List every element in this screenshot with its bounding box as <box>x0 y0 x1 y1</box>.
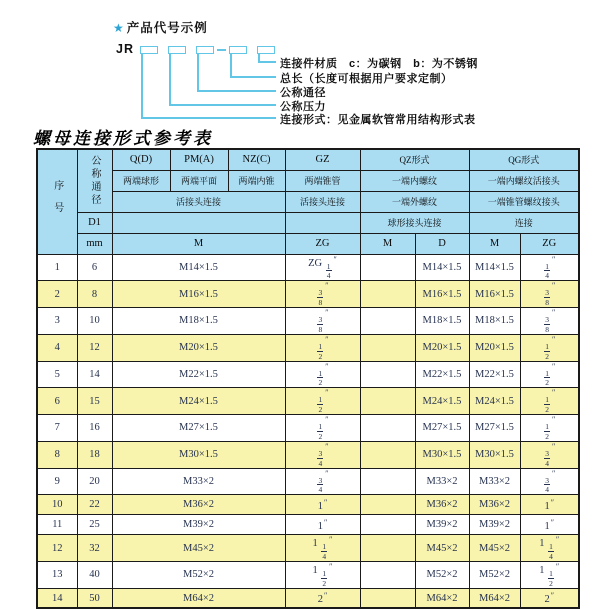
inch-mark: ″ <box>323 497 328 507</box>
header-union-gz: 活接头连接 <box>285 191 360 212</box>
table-cell <box>360 515 415 535</box>
inch-mark: ″ <box>551 415 556 424</box>
table-cell: 32 <box>77 535 112 562</box>
header-form-qz: QZ形式 <box>360 149 469 170</box>
header-qz-ext: 一端外螺纹 <box>360 191 469 212</box>
table-cell <box>520 388 579 415</box>
table-row <box>37 281 579 308</box>
table-cell: 11 <box>37 515 77 535</box>
table-cell: 2 <box>37 281 77 308</box>
header-qz-ball: 球形接头连接 <box>360 212 469 233</box>
inch-mark: ″ <box>551 468 556 478</box>
table-cell: M16×1.5 <box>469 281 520 308</box>
header-sub-qd: 两端球形 <box>112 170 170 191</box>
fraction: $\frac{3}{8}$ <box>318 315 323 334</box>
header-seq: 序号 <box>37 149 77 254</box>
table-row <box>37 388 579 415</box>
table-cell: 14 <box>77 361 112 388</box>
table-cell: M24×1.5 <box>469 388 520 415</box>
table-cell: M22×1.5 <box>112 361 285 388</box>
table-cell: M52×2 <box>469 562 520 589</box>
table-cell: 1″ <box>285 495 360 515</box>
header-qg-conn: 连接 <box>469 212 579 233</box>
header-unit-qz-d: D <box>415 233 469 254</box>
inch-mark: ″ <box>551 361 556 371</box>
table-row <box>37 415 579 442</box>
table-cell: M20×1.5 <box>469 334 520 361</box>
fraction: $\frac{1}{2}$ <box>318 395 323 415</box>
inch-mark: ″ <box>551 388 556 398</box>
diagram-label-diameter: 公称通径 <box>280 87 326 99</box>
inch-mark: ″ <box>325 308 329 317</box>
table-cell: 12 <box>37 535 77 562</box>
table-cell: M36×2 <box>112 495 285 515</box>
table-cell: 1 $\frac{1}{4}$ ″ <box>520 535 579 562</box>
inch-mark: ″ <box>325 441 329 451</box>
header-sub-nzc: 两端内锥 <box>228 170 285 191</box>
table-cell <box>360 495 415 515</box>
table-cell <box>360 361 415 388</box>
table-cell: M39×2 <box>112 515 285 535</box>
table-cell: 1 $\frac{1}{2}$ ″ <box>285 562 360 589</box>
table-cell: 8 <box>77 281 112 308</box>
table-cell: 1 $\frac{1}{2}$ ″ <box>520 562 579 589</box>
table-cell: M18×1.5 <box>112 308 285 335</box>
inch-mark: ″ <box>325 281 329 291</box>
table-row <box>37 334 579 361</box>
table-cell <box>520 441 579 468</box>
table-cell: 5 <box>37 361 77 388</box>
inch-mark: ″ <box>551 441 556 451</box>
table-cell: M30×1.5 <box>469 441 520 468</box>
header-form-gz: GZ <box>285 149 360 170</box>
inch-mark: ″ <box>550 497 555 507</box>
table-cell: M33×2 <box>415 468 469 495</box>
header-unit-qg-m: M <box>469 233 520 254</box>
table-cell: M33×2 <box>112 468 285 495</box>
header-form-nzc: NZ(C) <box>228 149 285 170</box>
header-dn: 公称通径 <box>77 149 112 212</box>
table-row <box>37 495 579 515</box>
table-cell: 50 <box>77 588 112 608</box>
table-cell: M45×2 <box>469 535 520 562</box>
header-unit-mm: mm <box>77 233 112 254</box>
diagram-label-material: 连接件材质 c：为碳钢 b：为不锈钢 <box>280 58 478 70</box>
code-dash <box>217 49 226 51</box>
table-cell: 1″ <box>520 515 579 535</box>
fraction: $\frac{3}{8}$ <box>545 288 549 308</box>
fraction: $\frac{1}{2}$ <box>545 395 549 415</box>
table-row <box>37 515 579 535</box>
table-cell <box>520 254 579 281</box>
diagram-label-length: 总长（长度可根据用户要求定制） <box>280 73 453 85</box>
connector-line <box>258 54 276 63</box>
table-cell <box>360 281 415 308</box>
star-icon: ★ <box>113 21 125 35</box>
table-cell: M20×1.5 <box>112 334 285 361</box>
table-cell: M36×2 <box>469 495 520 515</box>
table-cell <box>360 441 415 468</box>
inch-mark: ″ <box>329 535 333 545</box>
table-cell: M14×1.5 <box>415 254 469 281</box>
table-cell <box>360 308 415 335</box>
inch-mark: ″ <box>333 254 337 264</box>
table-cell: 4 <box>37 334 77 361</box>
table-cell <box>520 281 579 308</box>
table-cell <box>285 388 360 415</box>
table-cell: M22×1.5 <box>469 361 520 388</box>
inch-mark: ″ <box>325 334 329 344</box>
inch-mark: ″ <box>325 361 329 371</box>
table-cell <box>520 308 579 335</box>
fraction: $\frac{1}{4}$ <box>549 542 553 562</box>
fraction: $\frac{3}{4}$ <box>318 475 323 495</box>
diagram-label-connection: 连接形式：见金属软管常用结构形式表 <box>280 114 476 126</box>
diagram-label-pressure: 公称压力 <box>280 101 326 113</box>
table-cell <box>520 468 579 495</box>
table-cell <box>520 361 579 388</box>
table-cell <box>285 441 360 468</box>
table-cell: M33×2 <box>469 468 520 495</box>
inch-mark: ″ <box>329 562 333 571</box>
table-cell: M16×1.5 <box>415 281 469 308</box>
inch-mark: ″ <box>323 517 328 527</box>
inch-mark: ″ <box>551 308 556 317</box>
table-cell: M18×1.5 <box>415 308 469 335</box>
table-cell: 15 <box>77 388 112 415</box>
table-cell: M45×2 <box>415 535 469 562</box>
fraction: $\frac{3}{8}$ <box>545 315 549 334</box>
table-cell <box>360 334 415 361</box>
table-cell: 8 <box>37 441 77 468</box>
table-cell <box>360 415 415 442</box>
inch-mark: ″ <box>555 535 560 545</box>
table-cell: 20 <box>77 468 112 495</box>
table-cell: 1″ <box>285 515 360 535</box>
inch-mark: ″ <box>550 517 555 527</box>
table-cell: M64×2 <box>112 588 285 608</box>
header-form-pma: PM(A) <box>170 149 228 170</box>
table-cell: 10 <box>37 495 77 515</box>
table-cell <box>360 468 415 495</box>
table-cell <box>360 535 415 562</box>
header-unit-qg-zg: ZG <box>520 233 579 254</box>
table-body <box>37 254 579 608</box>
table-cell: M52×2 <box>112 562 285 589</box>
table-cell <box>360 562 415 589</box>
table-cell: M24×1.5 <box>415 388 469 415</box>
table-cell <box>285 468 360 495</box>
fraction: $\frac{3}{4}$ <box>545 448 549 468</box>
header-unit-zg: ZG <box>285 233 360 254</box>
code-box-4 <box>229 46 247 54</box>
fraction: $\frac{1}{2}$ <box>545 341 549 361</box>
table-cell: M22×1.5 <box>415 361 469 388</box>
inch-mark: ″ <box>325 388 329 398</box>
table-cell: 3 <box>37 308 77 335</box>
table-cell <box>285 361 360 388</box>
table-cell: M27×1.5 <box>469 415 520 442</box>
table-row <box>37 562 579 589</box>
product-code-diagram <box>0 0 600 128</box>
table-title: 螺母连接形式参考表 <box>33 129 213 149</box>
table-cell: M20×1.5 <box>415 334 469 361</box>
fraction: $\frac{1}{4}$ <box>322 542 327 562</box>
table-cell: 6 <box>77 254 112 281</box>
fraction: $\frac{1}{2}$ <box>318 341 323 361</box>
table-cell: M18×1.5 <box>469 308 520 335</box>
table-cell: M24×1.5 <box>112 388 285 415</box>
table-cell: 7 <box>37 415 77 442</box>
table-cell <box>285 308 360 335</box>
inch-mark: ″ <box>551 254 556 264</box>
header-form-qd: Q(D) <box>112 149 170 170</box>
header-empty-main <box>112 212 285 233</box>
table-cell: M16×1.5 <box>112 281 285 308</box>
header-sub-pma: 两端平面 <box>170 170 228 191</box>
table-cell: 12 <box>77 334 112 361</box>
table-cell: 2″ <box>285 588 360 608</box>
fraction: $\frac{1}{4}$ <box>545 261 549 281</box>
header-form-qg: QG形式 <box>469 149 579 170</box>
table-cell: M14×1.5 <box>112 254 285 281</box>
table-cell: 13 <box>37 562 77 589</box>
table-row <box>37 361 579 388</box>
code-box-5 <box>257 46 275 54</box>
table-cell <box>285 281 360 308</box>
code-box-3 <box>196 46 214 54</box>
diagram-heading <box>113 18 208 36</box>
fraction: $\frac{1}{2}$ <box>318 368 323 388</box>
fraction: $\frac{3}{4}$ <box>545 475 549 495</box>
table-cell: M39×2 <box>415 515 469 535</box>
table-cell: M36×2 <box>415 495 469 515</box>
diagram-heading-text: 产品代号示例 <box>126 21 208 35</box>
inch-mark: ″ <box>550 591 555 600</box>
header-unit-qz-m: M <box>360 233 415 254</box>
inch-mark: ″ <box>551 281 556 291</box>
table-cell: M27×1.5 <box>112 415 285 442</box>
table-cell: 1″ <box>520 495 579 515</box>
table-cell <box>285 334 360 361</box>
fraction: $\frac{1}{2}$ <box>545 422 549 441</box>
table-cell: 25 <box>77 515 112 535</box>
code-box-2 <box>168 46 186 54</box>
header-qg-taper: 一端锥管螺纹接头 <box>469 191 579 212</box>
inch-mark: ″ <box>323 591 328 600</box>
table-cell: M45×2 <box>112 535 285 562</box>
table-cell: M27×1.5 <box>415 415 469 442</box>
table-cell <box>285 415 360 442</box>
table-row <box>37 254 579 281</box>
table-row <box>37 468 579 495</box>
table-cell: 1 $\frac{1}{4}$ ″ <box>285 535 360 562</box>
table-cell: M64×2 <box>469 588 520 608</box>
table-cell: 9 <box>37 468 77 495</box>
table-cell: 1 <box>37 254 77 281</box>
table-cell: M39×2 <box>469 515 520 535</box>
table-cell <box>360 254 415 281</box>
inch-mark: ″ <box>325 415 329 424</box>
table-row <box>37 588 579 608</box>
inch-mark: ″ <box>551 334 556 344</box>
fraction: $\frac{1}{2}$ <box>322 569 327 588</box>
table-cell: 16 <box>77 415 112 442</box>
fraction: $\frac{1}{2}$ <box>549 569 553 588</box>
table-cell: M14×1.5 <box>469 254 520 281</box>
inch-mark: ″ <box>555 562 560 571</box>
fraction: $\frac{3}{4}$ <box>318 448 323 468</box>
nut-connection-table <box>36 148 580 609</box>
fraction: $\frac{1}{2}$ <box>545 368 549 388</box>
table-cell: 10 <box>77 308 112 335</box>
table-cell: 14 <box>37 588 77 608</box>
table-cell: 18 <box>77 441 112 468</box>
table-cell: 22 <box>77 495 112 515</box>
table-cell: 2″ <box>520 588 579 608</box>
fraction: $\frac{1}{2}$ <box>318 422 323 441</box>
header-unit-m: M <box>112 233 285 254</box>
table-cell: M52×2 <box>415 562 469 589</box>
table-row <box>37 535 579 562</box>
table-row <box>37 441 579 468</box>
fraction: $\frac{1}{4}$ <box>326 261 331 281</box>
fraction: $\frac{3}{8}$ <box>318 288 323 308</box>
header-sub-qg: 一端内螺纹活接头 <box>469 170 579 191</box>
table-cell: M30×1.5 <box>112 441 285 468</box>
table-cell <box>360 388 415 415</box>
header-sub-gz: 两端锥管 <box>285 170 360 191</box>
table-cell: M64×2 <box>415 588 469 608</box>
table-cell: 40 <box>77 562 112 589</box>
code-prefix: JR <box>116 42 134 56</box>
code-box-1 <box>140 46 158 54</box>
header-empty-gz <box>285 212 360 233</box>
inch-mark: ″ <box>325 468 329 478</box>
header-sub-qz: 一端内螺纹 <box>360 170 469 191</box>
table-cell <box>520 415 579 442</box>
header-d1: D1 <box>77 212 112 233</box>
table-cell <box>360 588 415 608</box>
table-cell: M30×1.5 <box>415 441 469 468</box>
table-cell: 6 <box>37 388 77 415</box>
table-row <box>37 308 579 335</box>
table-cell <box>520 334 579 361</box>
table-cell: ZG $\frac{1}{4}$ ″ <box>285 254 360 281</box>
header-union-main: 活接头连接 <box>112 191 285 212</box>
